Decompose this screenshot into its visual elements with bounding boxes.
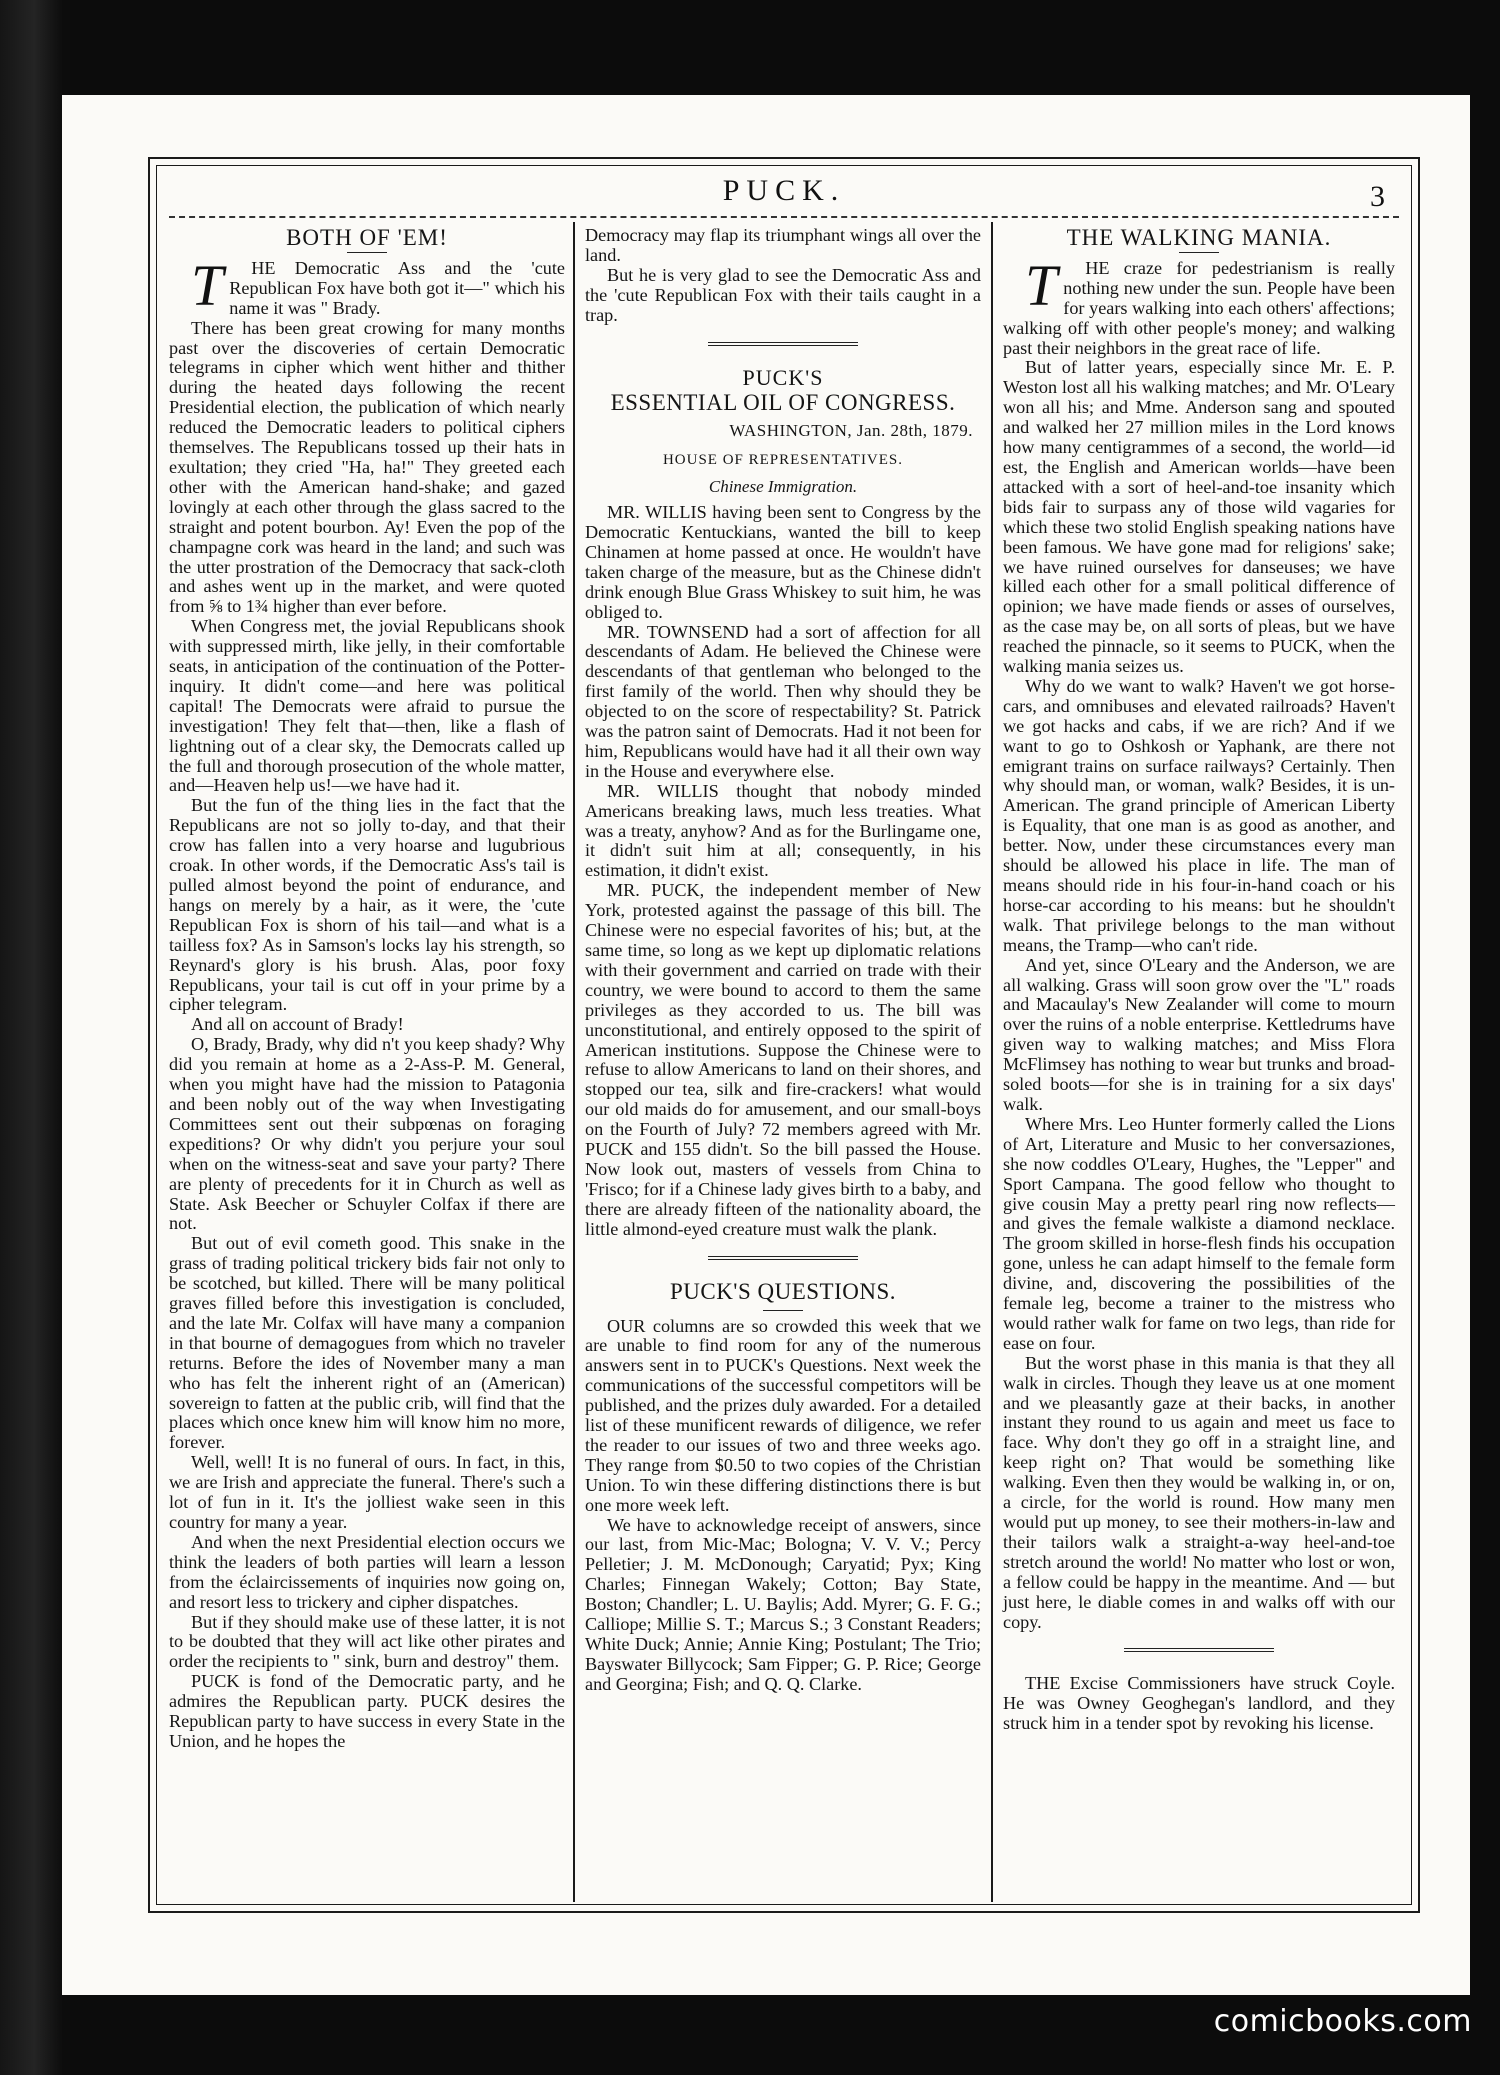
book-gutter <box>0 0 62 2075</box>
section-divider <box>1124 1648 1274 1652</box>
drop-cap: T <box>191 252 224 318</box>
paragraph-text: HE craze for pedestrianism is really nothing new under the sun. People have been for years walking into each others' affections; walking off with other people's money; and walking past their neighbors in the great race of life. <box>1003 257 1395 358</box>
column-middle <box>585 226 981 1695</box>
article-paragraph: MR. TOWNSEND had a sort of affection for all descendants of Adam. He believed the Chinese were descendants of that gentleman who belonged to the first family of the world. Then why should they be objected to on the score of respectability? St. Patrick was the patron saint of Democrats. Had it not been for him, Republicans would have had it all their own way in the House and everywhere else. <box>585 621 981 781</box>
article-paragraph: There has been great crowing for many months past over the discoveries of certain Democratic telegrams in cipher which went hither and thither during the heated days following the recent Presidential election, the publication of which nearly reduced the Democratic leaders to political ciphers themselves. The Republicans tossed up their hats in exultation; they cried "Ha, ha!" They greeted each other with the American hand-shake; and gazed lovingly at each other through the glass sacred to the straight and potent bourbon. Ay! Even the pop of the champagne cork was heard in the land; and such was the utter prostration of the Democracy that sack-cloth and ashes went up in the market, and were quoted from ⅝ to 1¾ higher than ever before. <box>169 317 565 617</box>
column-divider <box>991 222 993 1902</box>
watermark: comicbooks.com <box>1213 2004 1472 2039</box>
article-paragraph: And all on account of Brady! <box>191 1014 404 1035</box>
article-paragraph: Why do we want to walk? Haven't we got horse-cars, and omnibuses and elevated railroads? Haven't we got hacks and cabs, if we are rich? And if we want to go to Oshkosh or Yaphank, are there not emigrant trains on surface railways? Certainly. Then why should man, or woman, walk? Besides, it is un-American. The grand principle of American Liberty is Equality, that one man is as good as another, and better. Now, under these circumstances every man should be allowed his place in life. The man of means should ride in his four-in-hand coach or his horse-car according to his means: but he shouldn't walk. That privilege belongs to the man without means, the Tramp—who can't ride. <box>1003 675 1395 955</box>
masthead: PUCK. <box>722 174 846 207</box>
page-header <box>157 166 1411 216</box>
article-paragraph: Democracy may flap its triumphant wings all over the land. <box>585 225 981 265</box>
article-paragraph: But out of evil cometh good. This snake in the grass of trading political trickery bids fair not only to be scotched, but killed. There will be many political graves filled before this investigation is concluded, and the late Mr. Colfax will have many a companion in that bourne of demagogues from which no traveler returns. Before the ides of November many a man who has felt the inherent right of an (American) sovereign to fatten at the public crib, will find that the places which once knew him will know him no more, forever. <box>169 1233 565 1453</box>
section-title: PUCK'S QUESTIONS. <box>669 1278 897 1304</box>
article-paragraph: We have to acknowledge receipt of answers, since our last, from Mic-Mac; Bologna; V. V. V.; Percy Pelletier; J. M. McDonough; Caryatid; Pyx; King Charles; Finnegan Wakely; Cotton; Bay State, Boston; Chandler; L. U. Baylis; Add. Myrer; G. F. G.; Calliope; Millie S. T.; Marcus S.; 3 Constant Readers; White Duck; Annie; Annie King; Postulant; The Trio; Bayswater Billycock; Sam Fipper; G. P. Rice; George and Georgina; Fish; and Q. Q. Clarke. <box>585 1514 981 1694</box>
newspaper-page <box>62 95 1470 1995</box>
article-paragraph: But the fun of the thing lies in the fact that the Republicans are not so jolly to-day, and that their crow has fallen into a very hoarse and lugubrious croak. In other words, if the Democratic Ass's tail is pulled almost beyond the point of endurance, and hangs on merely by a hair, as it were, the 'cute Republican Fox is shorn of his tail—and what is a tailless fox? As in Samson's locks lay his strength, so Reynard's glory is his brush. Alas, poor foxy Republicans, your tail is cut off in your prime by a cipher telegram. <box>169 795 565 1015</box>
article-title: BOTH OF 'EM! <box>286 225 448 250</box>
page-inner-border <box>156 165 1412 1905</box>
article-paragraph: Where Mrs. Leo Hunter formerly called the Lions of Art, Literature and Music to her conversaziones, she now coddles O'Leary, Hughes, the "Lepper" and Sport Campana. The good fellow who thought to give cousin May a pretty pearl ring now reflects—and gives the female walkiste a diamond necklace. The groom skilled in horse-flesh finds his occupation gone, unless he can adapt himself to the female form divine, and, discovering the possibilities of the female leg, become a trainer to the mistress who would rather walk for fame on two legs, than ride for ease on four. <box>1003 1113 1395 1353</box>
title-rule <box>1179 252 1219 253</box>
article-paragraph: Well, well! It is no funeral of ours. In fact, in this, we are Irish and appreciate the funeral. There's such a lot of fun in it. It's the jolliest wake seen in this country for many a year. <box>169 1452 565 1532</box>
section-subtitle: ESSENTIAL OIL OF CONGRESS. <box>610 390 956 416</box>
page-number: 3 <box>1370 180 1385 213</box>
page-border <box>148 157 1420 1913</box>
house-heading: HOUSE OF REPRESENTATIVES. <box>662 452 904 469</box>
article-paragraph: But the worst phase in this mania is that they all walk in circles. Though they leave us at one moment and we pleasantly gaze at their backs, in another instant they round to us again and meet us face to face. Why don't they go off in a straight line, and keep right on? That would be something like walking. Even then they would be walking in, or on, a circle, for the world is round. How many men would put up money, to see their mothers-in-law and their tailors walk a straight-a-way heel-and-toe stretch around the world! No matter who lost or won, a fellow could be happy in the meantime. And — but just here, le diable comes in and walks off with our copy. <box>1003 1352 1395 1632</box>
article-paragraph <box>169 252 565 319</box>
article-paragraph: And yet, since O'Leary and the Anderson, we are all walking. Grass will soon grow over the "L" roads and Macaulay's New Zealander will come to mourn over the ruins of a noble enterprise. Kettledrums have given way to walking matches; and Miss Flora McFlimsey has nothing to wear but trunks and broad-soled boots—for she is in training for a six days' walk. <box>1003 954 1395 1114</box>
dateline: WASHINGTON, Jan. 28th, 1879. <box>729 421 973 441</box>
column-right <box>1003 226 1395 1734</box>
article-paragraph: OUR columns are so crowded this week that we are unable to find room for any of the numerous answers sent in to PUCK's Questions. Next week the communications of the successful competitors will be published, and the prizes duly awarded. For a detailed list of these munificent rewards of diligence, we refer the reader to our issues of two and three weeks ago. They range from $0.50 to two copies of the Christian Union. To win these differing distinctions there is but one more week left. <box>585 1315 981 1515</box>
article-paragraph: MR. PUCK, the independent member of New York, protested against the passage of this bill. The Chinese were no especial favorites of his; but, at the same time, so long as we kept up diplomatic relations with their government and carried on trade with their country, we were bound to accord to them the same privileges as they accorded to us. The bill was unconstitutional, and entirely opposed to the spirit of American institutions. Suppose the Chinese were to refuse to allow Americans to land on their shores, and stopped our tea, silk and fire-crackers! what would our old maids do for amusement, and our small-boys on the Fourth of July? 72 members agreed with Mr. PUCK and 155 didn't. So the bill passed the House. Now look out, masters of vessels from China to 'Frisco; for if a Chinese lady gives birth to a baby, and there are already fifteen of the nationality aboard, the little almond-eyed creature must walk the plank. <box>585 880 981 1239</box>
article-paragraph: THE Excise Commissioners have struck Coyle. He was Owney Geoghegan's landlord, and they struck him in a tender spot by revoking his license. <box>1003 1673 1395 1734</box>
article-paragraph: MR. WILLIS having been sent to Congress by the Democratic Kentuckians, wanted the bill to keep Chinamen at home passed at once. He wouldn't have taken charge of the measure, but as the Chinese didn't drink enough Blue Grass Whiskey to suit him, he was obliged to. <box>585 502 981 622</box>
column-left <box>169 226 565 1752</box>
article-paragraph: PUCK is fond of the Democratic party, and he admires the Republican party. PUCK desires the Republican party to have success in every State in the Union, and he hopes the <box>169 1671 565 1751</box>
article-paragraph <box>1003 252 1395 359</box>
title-rule <box>347 252 387 253</box>
article-paragraph: But he is very glad to see the Democratic Ass and the 'cute Republican Fox with their tails caught in a trap. <box>585 264 981 325</box>
column-divider <box>573 222 575 1902</box>
article-paragraph: But of latter years, especially since Mr. E. P. Weston lost all his walking matches; and Mr. O'Leary won all his; and Mme. Anderson sang and spouted and walked her 27 million miles in the Lord knows how many centigrammes of a second, the world—id est, the English and American worlds—have been attacked with a sort of heel-and-toe insanity which bids fair to surpass any of those wild vagaries for which these two stolid English speaking nations have been famous. We have gone mad for religions' sake; we have ruined ourselves for danseuses; we have killed each other for a small political difference of opinion; we have made fiends or asses of ourselves, as the case may be, on all sorts of pleas, but we have reached the pinnacle, so it seems to PUCK, when the walking mania seizes us. <box>1003 357 1395 677</box>
section-title: PUCK'S <box>742 364 824 390</box>
header-rule <box>169 216 1399 218</box>
article-paragraph: MR. WILLIS thought that nobody minded Americans breaking laws, much less treaties. What was a treaty, anyhow? And as for the Burlingame one, it didn't suit him at all; consequently, in his estimation, it didn't exist. <box>585 780 981 881</box>
article-paragraph: But if they should make use of these latter, it is not to be doubted that they will act like other pirates and order the recipients to " sink, burn and destroy" them. <box>169 1611 565 1672</box>
title-rule <box>763 1310 803 1311</box>
paragraph-text: HE Democratic Ass and the 'cute Republican Fox have both got it—" which his name it was " Brady. <box>229 257 565 318</box>
section-divider <box>708 342 858 346</box>
article-paragraph: And when the next Presidential election occurs we think the leaders of both parties will learn a lesson from the éclaircissements of inquiries now going on, and resort less to trickery and cipher dispatches. <box>169 1531 565 1612</box>
section-divider <box>708 1256 858 1260</box>
article-title: THE WALKING MANIA. <box>1066 225 1332 250</box>
article-paragraph: O, Brady, Brady, why did n't you keep shady? Why did you remain at home as a 2-Ass-P. M. General, when you might have had the mission to Patagonia and been nobly out of the way when Investigating Committees sent out their subpœnas on foraging expeditions? Or why didn't you perjure your soul when on the witness-seat and save your party? There are plenty of precedents for it in Church as well as State. Ask Beecher or Schuyler Colfax if there are not. <box>169 1034 565 1234</box>
subheading: Chinese Immigration. <box>708 477 858 497</box>
drop-cap: T <box>1025 252 1058 318</box>
article-paragraph: When Congress met, the jovial Republicans shook with suppressed mirth, like jelly, in their comfortable seats, in anticipation of the continuation of the Potter-inquiry. It didn't come—and here was political capital! The Democrats were afraid to pursue the investigation! They felt that—then, like a flash of lightning out of a clear sky, the Democrats called up the full and thorough prosecution of the whole matter, and—Heaven help us!—we have had it. <box>169 616 565 796</box>
